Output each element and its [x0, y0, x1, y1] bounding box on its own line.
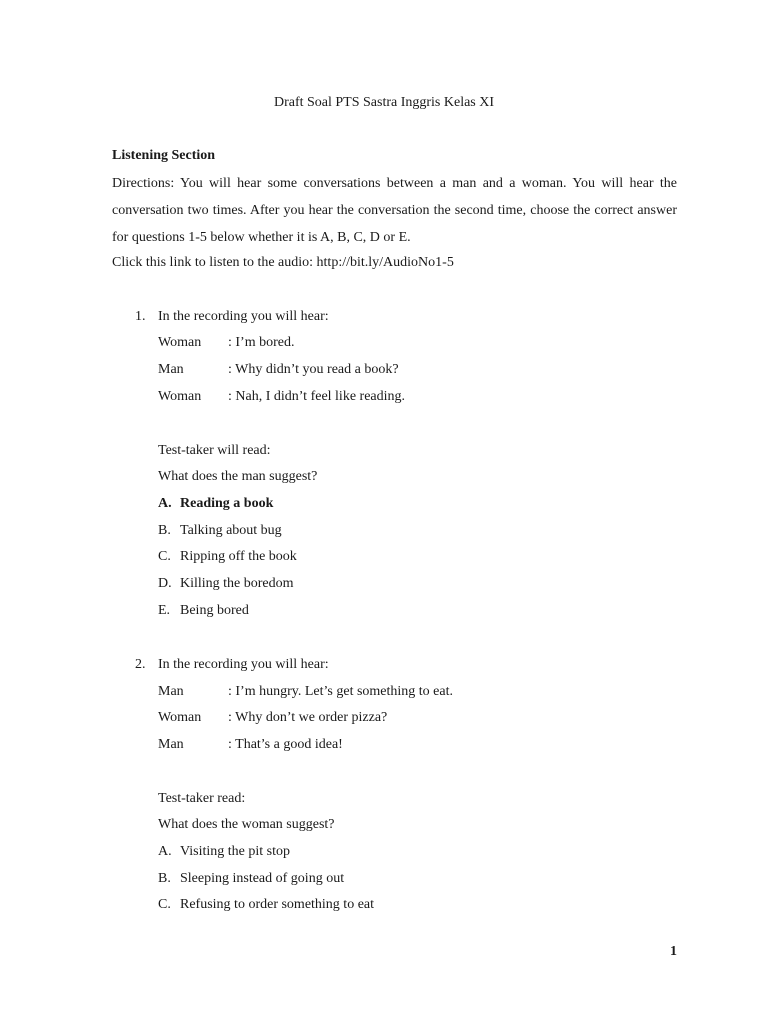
option-b — [158, 870, 344, 888]
option-text: Killing the boredom — [180, 576, 294, 591]
option-c — [158, 548, 297, 566]
audio-link-line[interactable]: Click this link to listen to the audio: http://bit.ly/AudioNo1-5 — [112, 255, 454, 270]
dialogue-line — [158, 334, 294, 352]
option-text: Sleeping instead of going out — [180, 871, 345, 886]
option-text: Visiting the pit stop — [180, 844, 290, 859]
option-a — [158, 843, 290, 861]
option-letter: A. — [158, 496, 172, 511]
utterance: : I’m hungry. Let’s get something to eat. — [228, 684, 453, 699]
dialogue-line — [158, 683, 453, 701]
question-1-text: What does the man suggest? — [158, 469, 318, 484]
question-1-intro: In the recording you will hear: — [158, 309, 329, 324]
option-letter: B. — [158, 871, 171, 886]
option-c — [158, 896, 374, 914]
option-letter: A. — [158, 844, 172, 859]
option-text: Talking about bug — [180, 523, 282, 538]
utterance: : Nah, I didn’t feel like reading. — [228, 389, 406, 404]
dialogue-line — [158, 361, 399, 379]
option-e — [158, 602, 249, 620]
read-label: Test-taker read: — [158, 791, 246, 806]
question-2-intro: In the recording you will hear: — [158, 657, 329, 672]
speaker: Woman — [158, 389, 202, 404]
speaker: Man — [158, 737, 184, 752]
option-letter: D. — [158, 576, 172, 591]
document-title: Draft Soal PTS Sastra Inggris Kelas XI — [273, 95, 495, 110]
directions-paragraph — [112, 170, 677, 251]
speaker: Man — [158, 362, 184, 377]
option-text: Ripping off the book — [180, 549, 297, 564]
speaker: Man — [158, 684, 184, 699]
option-letter: B. — [158, 523, 171, 538]
option-d — [158, 575, 294, 593]
question-2-number: 2. — [135, 657, 146, 672]
option-letter: C. — [158, 549, 171, 564]
option-text: Reading a book — [180, 496, 274, 511]
page-number: 1 — [670, 944, 677, 959]
option-letter: E. — [158, 603, 171, 618]
utterance: : Why don’t we order pizza? — [228, 710, 388, 725]
directions-text: Directions: You will hear some conversations between a man and a woman. You will hear the conversation two times. After you hear the conversation the second time, choose the correct answer for questions 1-5 below whether it is A, B, C, D or E. — [112, 176, 677, 245]
option-a-correct — [158, 495, 273, 513]
question-1-number: 1. — [135, 309, 146, 324]
dialogue-line — [158, 709, 387, 727]
option-letter: C. — [158, 897, 171, 912]
option-text: Refusing to order something to eat — [180, 897, 375, 912]
speaker: Woman — [158, 710, 202, 725]
utterance: : Why didn’t you read a book? — [228, 362, 399, 377]
speaker: Woman — [158, 335, 202, 350]
dialogue-line — [158, 388, 405, 406]
section-heading: Listening Section — [112, 148, 216, 163]
read-label: Test-taker will read: — [158, 443, 271, 458]
dialogue-line — [158, 736, 343, 754]
utterance: : I’m bored. — [228, 335, 295, 350]
option-b — [158, 522, 282, 540]
option-text: Being bored — [180, 603, 249, 618]
question-2-text: What does the woman suggest? — [158, 817, 335, 832]
utterance: : That’s a good idea! — [228, 737, 343, 752]
